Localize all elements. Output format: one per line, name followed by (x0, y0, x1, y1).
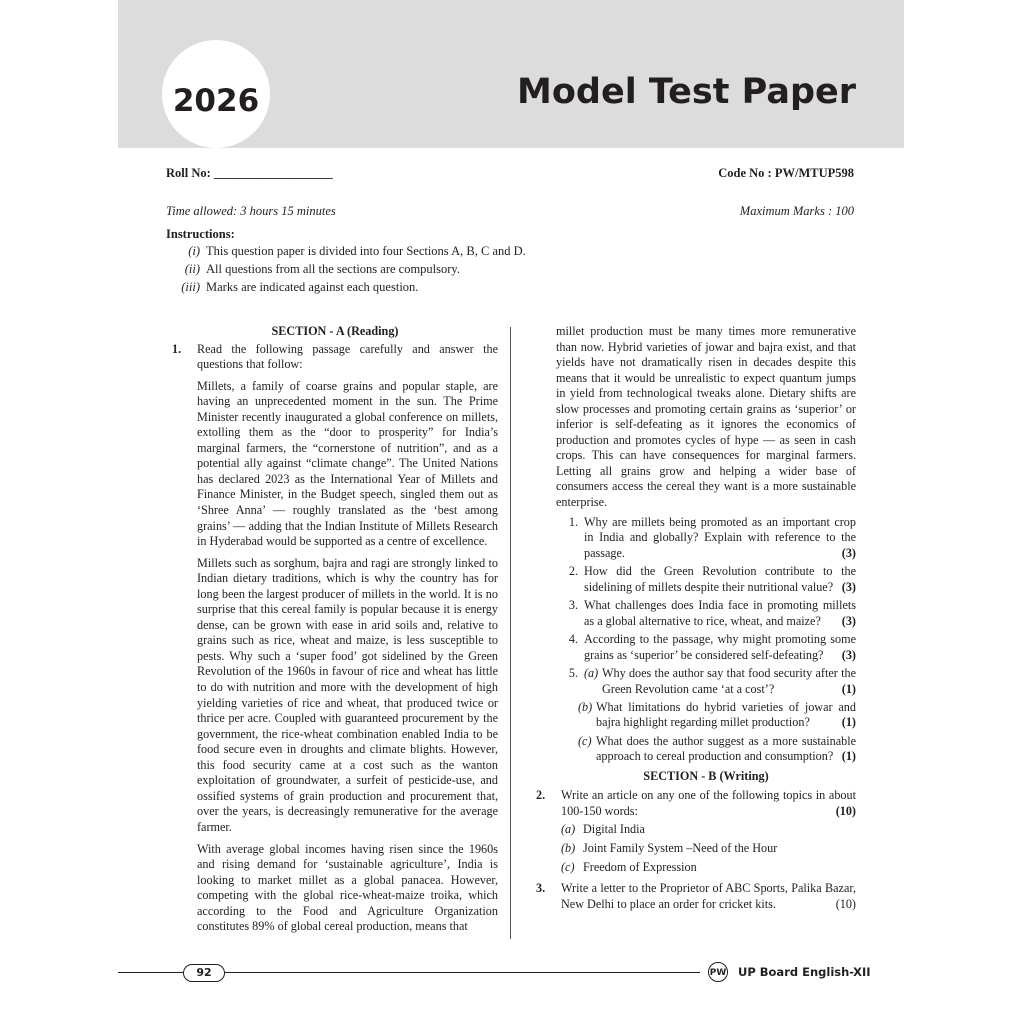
part-label: (a) (584, 666, 599, 681)
sub-question-number: 3. (568, 598, 578, 613)
time-allowed: Time allowed: 3 hours 15 minutes (166, 204, 336, 218)
question-2 (536, 788, 856, 881)
topic-option (561, 822, 856, 838)
column-divider (510, 327, 511, 939)
question-prompt: Read the following passage carefully and answer the questions that follow: (197, 341, 498, 372)
instructions-heading: Instructions: (166, 227, 235, 241)
instruction-item (166, 242, 866, 260)
right-column (536, 324, 856, 912)
question-number: 1. (172, 341, 182, 356)
marks-badge: (3) (841, 545, 856, 560)
year-badge (162, 40, 270, 148)
passage-continuation: millet production must be many times more remunerative than now. Hybrid varieties of jowar and bajra exist, and that yields have not dramatically risen in decades despite this means that it would be unrealistic to expect quantum jumps in yield from technological tweaks alone. Dietary shifts are slow processes and promoting certain grains as ‘superior’ or inferior is self-defeating as it ignores the economics of production and promotes cycles of hype — as seen in cash crops. This can have consequences for marginal farmers. Letting all grains grow and helping a wider base of consumers access the cereal they want is a more sustainable enterprise. (556, 324, 856, 510)
sub-question-5 (556, 666, 856, 697)
sub-question (556, 632, 856, 663)
option-text: Digital India (583, 822, 645, 837)
part-text: What limitations do hybrid varieties of jowar and bajra highlight regarding millet production? (596, 699, 856, 730)
passage-paragraph-2: Millets such as sorghum, bajra and ragi are strongly linked to Indian dietary traditions, which is why the country has for long been the largest producer of millets in the world. It is no surprise that this cereal family is popular because it is energy dense, can be grown with ease in arid soils and, relative to grains such as rice, wheat and maize, is less susceptible to pests. Why such a ‘super food’ got sidelined by the Green Revolution of the 1960s in favour of rice and wheat has little to do with nutrition and more with the development of high yielding varieties of rice and wheat, that produced twice or thrice per acre. Coupled with guaranteed procurement by the government, the rice-wheat combination enabled India to be food secure even in droughts and climate blights. However, this food security came at a cost such as the wanton exploitation of groundwater, a surfeit of pesticide-use, and ossified systems of grain production and procurement that, over the years, is decreasingly remunerative for the average farmer. (197, 555, 498, 834)
passage-paragraph-1: Millets, a family of coarse grains and popular staple, are having an unprecedented moment in the sun. The Prime Minister recently inaugurated a global conference on millets, extolling them as the “door to prosperity” for India’s marginal farmers, the “cornerstone of nutrition”, and as a potential ally against “climate change”. The United Nations has declared 2023 as the International Year of Millets and Finance Minister, in the Budget speech, singled them out as ‘Shree Anna’ — roughly translated as the ‘best among grains’ — adding that the Indian Institute of Millets Research in Hyderabad would be supported as a centre of excellence. (197, 378, 498, 549)
code-number: Code No : PW/MTUP598 (718, 166, 854, 180)
marks-badge: (1) (841, 715, 856, 730)
option-label: (a) (561, 822, 576, 837)
sub-question-text: What challenges does India face in promoting millets as a global alternative to rice, wheat, and maize? (584, 598, 856, 628)
instruction-item (166, 278, 866, 296)
sub-question-number: 4. (568, 632, 578, 647)
part-label: (c) (578, 733, 592, 748)
question-3 (536, 881, 856, 912)
book-title: UP Board English-XII (738, 965, 871, 979)
sub-question-text: According to the passage, why might promoting some grains as ‘superior’ be considered self-defeating? (584, 632, 856, 662)
sub-question (556, 598, 856, 629)
marks-badge: (10) (835, 896, 856, 911)
sub-question-part (578, 700, 856, 731)
part-text: Why does the author say that food security after the Green Revolution came ‘at a cost’? (602, 666, 856, 697)
part-text: What does the author suggest as a more sustainable approach to cereal production and consumption? (596, 733, 856, 764)
option-label: (c) (561, 859, 575, 874)
passage-paragraph-3: With average global incomes having risen since the 1960s and rising demand for ‘sustainable agriculture’, India is looking to market millet as a global panacea. However, competing with the global rice-wheat-maize troika, which according to the Food and Agriculture Organization constitutes 89% of global cereal production, means that (197, 841, 498, 934)
instruction-text: Marks are indicated against each question. (206, 280, 419, 294)
option-text: Freedom of Expression (583, 859, 697, 874)
question-number: 3. (536, 881, 546, 896)
question-text: Write a letter to the Proprietor of ABC Sports, Palika Bazar, New Delhi to place an order for cricket kits. (561, 881, 856, 911)
sub-question-number: 2. (568, 564, 578, 579)
marks-badge: (3) (841, 647, 856, 662)
left-column (172, 324, 498, 941)
question-number: 2. (536, 788, 546, 803)
marks-badge: (1) (841, 682, 856, 697)
topic-option (561, 841, 856, 857)
instructions (166, 226, 866, 296)
question-1 (172, 342, 498, 941)
sub-question-text: How did the Green Revolution contribute to the sidelining of millets despite their nutritional value? (584, 564, 856, 594)
instruction-number: (i) (188, 244, 200, 258)
marks-badge: (1) (841, 749, 856, 764)
marks-badge: (3) (841, 579, 856, 594)
instruction-text: This question paper is divided into four Sections A, B, C and D. (206, 244, 526, 258)
sub-question-number: 5. (568, 666, 578, 681)
roll-number-label: Roll No: ___________________ (166, 166, 333, 180)
instruction-number: (ii) (184, 262, 200, 276)
option-text: Joint Family System –Need of the Hour (583, 840, 778, 855)
section-a-heading: SECTION - A (Reading) (271, 324, 399, 338)
instruction-number: (iii) (181, 280, 200, 294)
pw-logo-icon: PW (708, 962, 728, 982)
meta-row-time (166, 204, 854, 219)
section-b-heading: SECTION - B (Writing) (643, 768, 769, 783)
part-label: (b) (578, 699, 593, 714)
instruction-item (166, 260, 866, 278)
page-number: 92 (183, 964, 225, 982)
instruction-text: All questions from all the sections are compulsory. (206, 262, 460, 276)
sub-question (556, 515, 856, 562)
meta-row-roll (166, 166, 854, 181)
maximum-marks: Maximum Marks : 100 (739, 204, 854, 218)
year-label: 2026 (172, 83, 260, 119)
marks-badge: (3) (841, 613, 856, 628)
question-text: Write an article on any one of the following topics in about 100-150 words: (561, 788, 856, 818)
topic-option (561, 860, 856, 876)
sub-question (556, 564, 856, 595)
page-title: Model Test Paper (517, 72, 856, 112)
option-label: (b) (561, 840, 576, 855)
sub-question-part (578, 734, 856, 765)
sub-question-number: 1. (568, 514, 578, 529)
sub-question-text: Why are millets being promoted as an important crop in India and globally? Explain with reference to the passage. (584, 514, 856, 560)
marks-badge: (10) (835, 803, 856, 818)
